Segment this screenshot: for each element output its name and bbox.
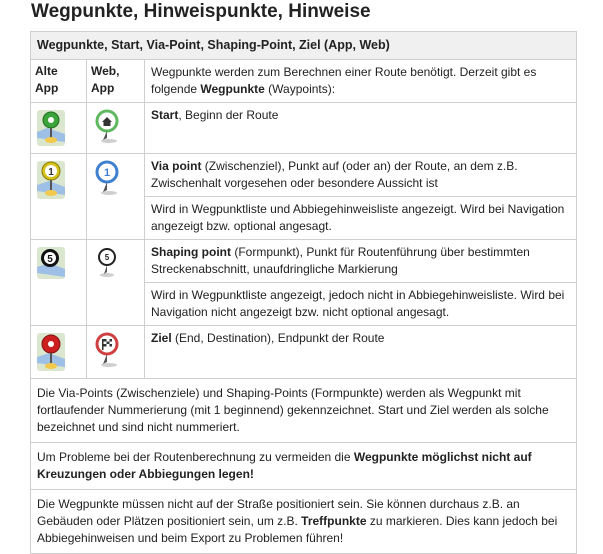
svg-text:1: 1 [103,167,111,179]
waypoints-table [30,31,577,554]
start-desc-cell: Start, Beginn der Route [145,103,577,154]
web-end-flag-icon [93,331,121,369]
old-shaping-pin-icon [37,245,67,281]
web-shaping-icon-cell [87,240,145,326]
via-extra-cell: Wird in Wegpunktliste und Abbiegehinweisliste angezeigt. Wird bei Navigation angezeigt bzw. optional angesagt. [145,197,577,240]
shaping-extra-cell: Wird in Wegpunktliste angezeigt, jedoch nicht in Abbiegehinweisliste. Wird bei Navigation nicht angezeigt bzw. nicht optional angesagt. [145,283,577,326]
old-shaping-icon-cell [31,240,87,326]
svg-text:1: 1 [48,167,54,178]
note-positioning: Die Wegpunkte müssen nicht auf der Straße positioniert sein. Sie können durchaus z.B. an Gebäuden oder Plätzen positioniert sein, um z.B. Treffpunkte zu markieren. Dies kann jedoch bei Abbiegehinweisen und beim Export zu Problemen führen! [31,490,577,554]
old-end-icon-cell [31,326,87,379]
col-header-web-app: Web, App [87,60,145,103]
note-numbering: Die Via-Points (Zwischenziele) und Shaping-Points (Formpunkte) werden als Wegpunkt mit fortlaufender Nummerierung (mit 1 beginnend) gekennzeichnet. Start und Ziel werden als solche bezeichnet und sind nicht nummeriert. [31,379,577,443]
old-via-pin-icon [37,159,67,201]
old-end-pin-icon [37,331,67,373]
page-title: Wegpunkte, Hinweispunkte, Hinweise [31,1,371,22]
intro-cell: Wegpunkte werden zum Berechnen einer Route benötigt. Derzeit gibt es folgende Wegpunkte (Waypoints): [145,60,577,103]
via-desc-cell: Via point (Zwischenziel), Punkt auf (oder an) der Route, an dem z.B. Zwischenhalt vorgesehen oder besondere Aussicht ist [145,154,577,197]
web-shaping-pin-icon [93,245,121,279]
old-via-icon-cell [31,154,87,240]
web-via-icon-cell [87,154,145,240]
section-title: Wegpunkte, Start, Via-Point, Shaping-Point, Ziel (App, Web) [31,32,577,60]
web-start-home-icon [93,108,121,144]
web-start-icon-cell [87,103,145,154]
col-header-old-app: Alte App [31,60,87,103]
note-intersections: Um Probleme bei der Routenberechnung zu vermeiden die Wegpunkte möglichst nicht auf Kreuzungen oder Abbiegungen legen! [31,443,577,490]
shaping-desc-cell: Shaping point (Formpunkt), Punkt für Routenführung über bestimmten Streckenabschnitt, unaufdringliche Markierung [145,240,577,283]
svg-text:5: 5 [47,254,53,265]
old-start-pin-icon [37,108,67,148]
web-via-pin-icon [93,159,121,197]
old-start-icon-cell [31,103,87,154]
web-end-icon-cell [87,326,145,379]
svg-text:5: 5 [104,253,110,262]
end-desc-cell: Ziel (End, Destination), Endpunkt der Route [145,326,577,379]
